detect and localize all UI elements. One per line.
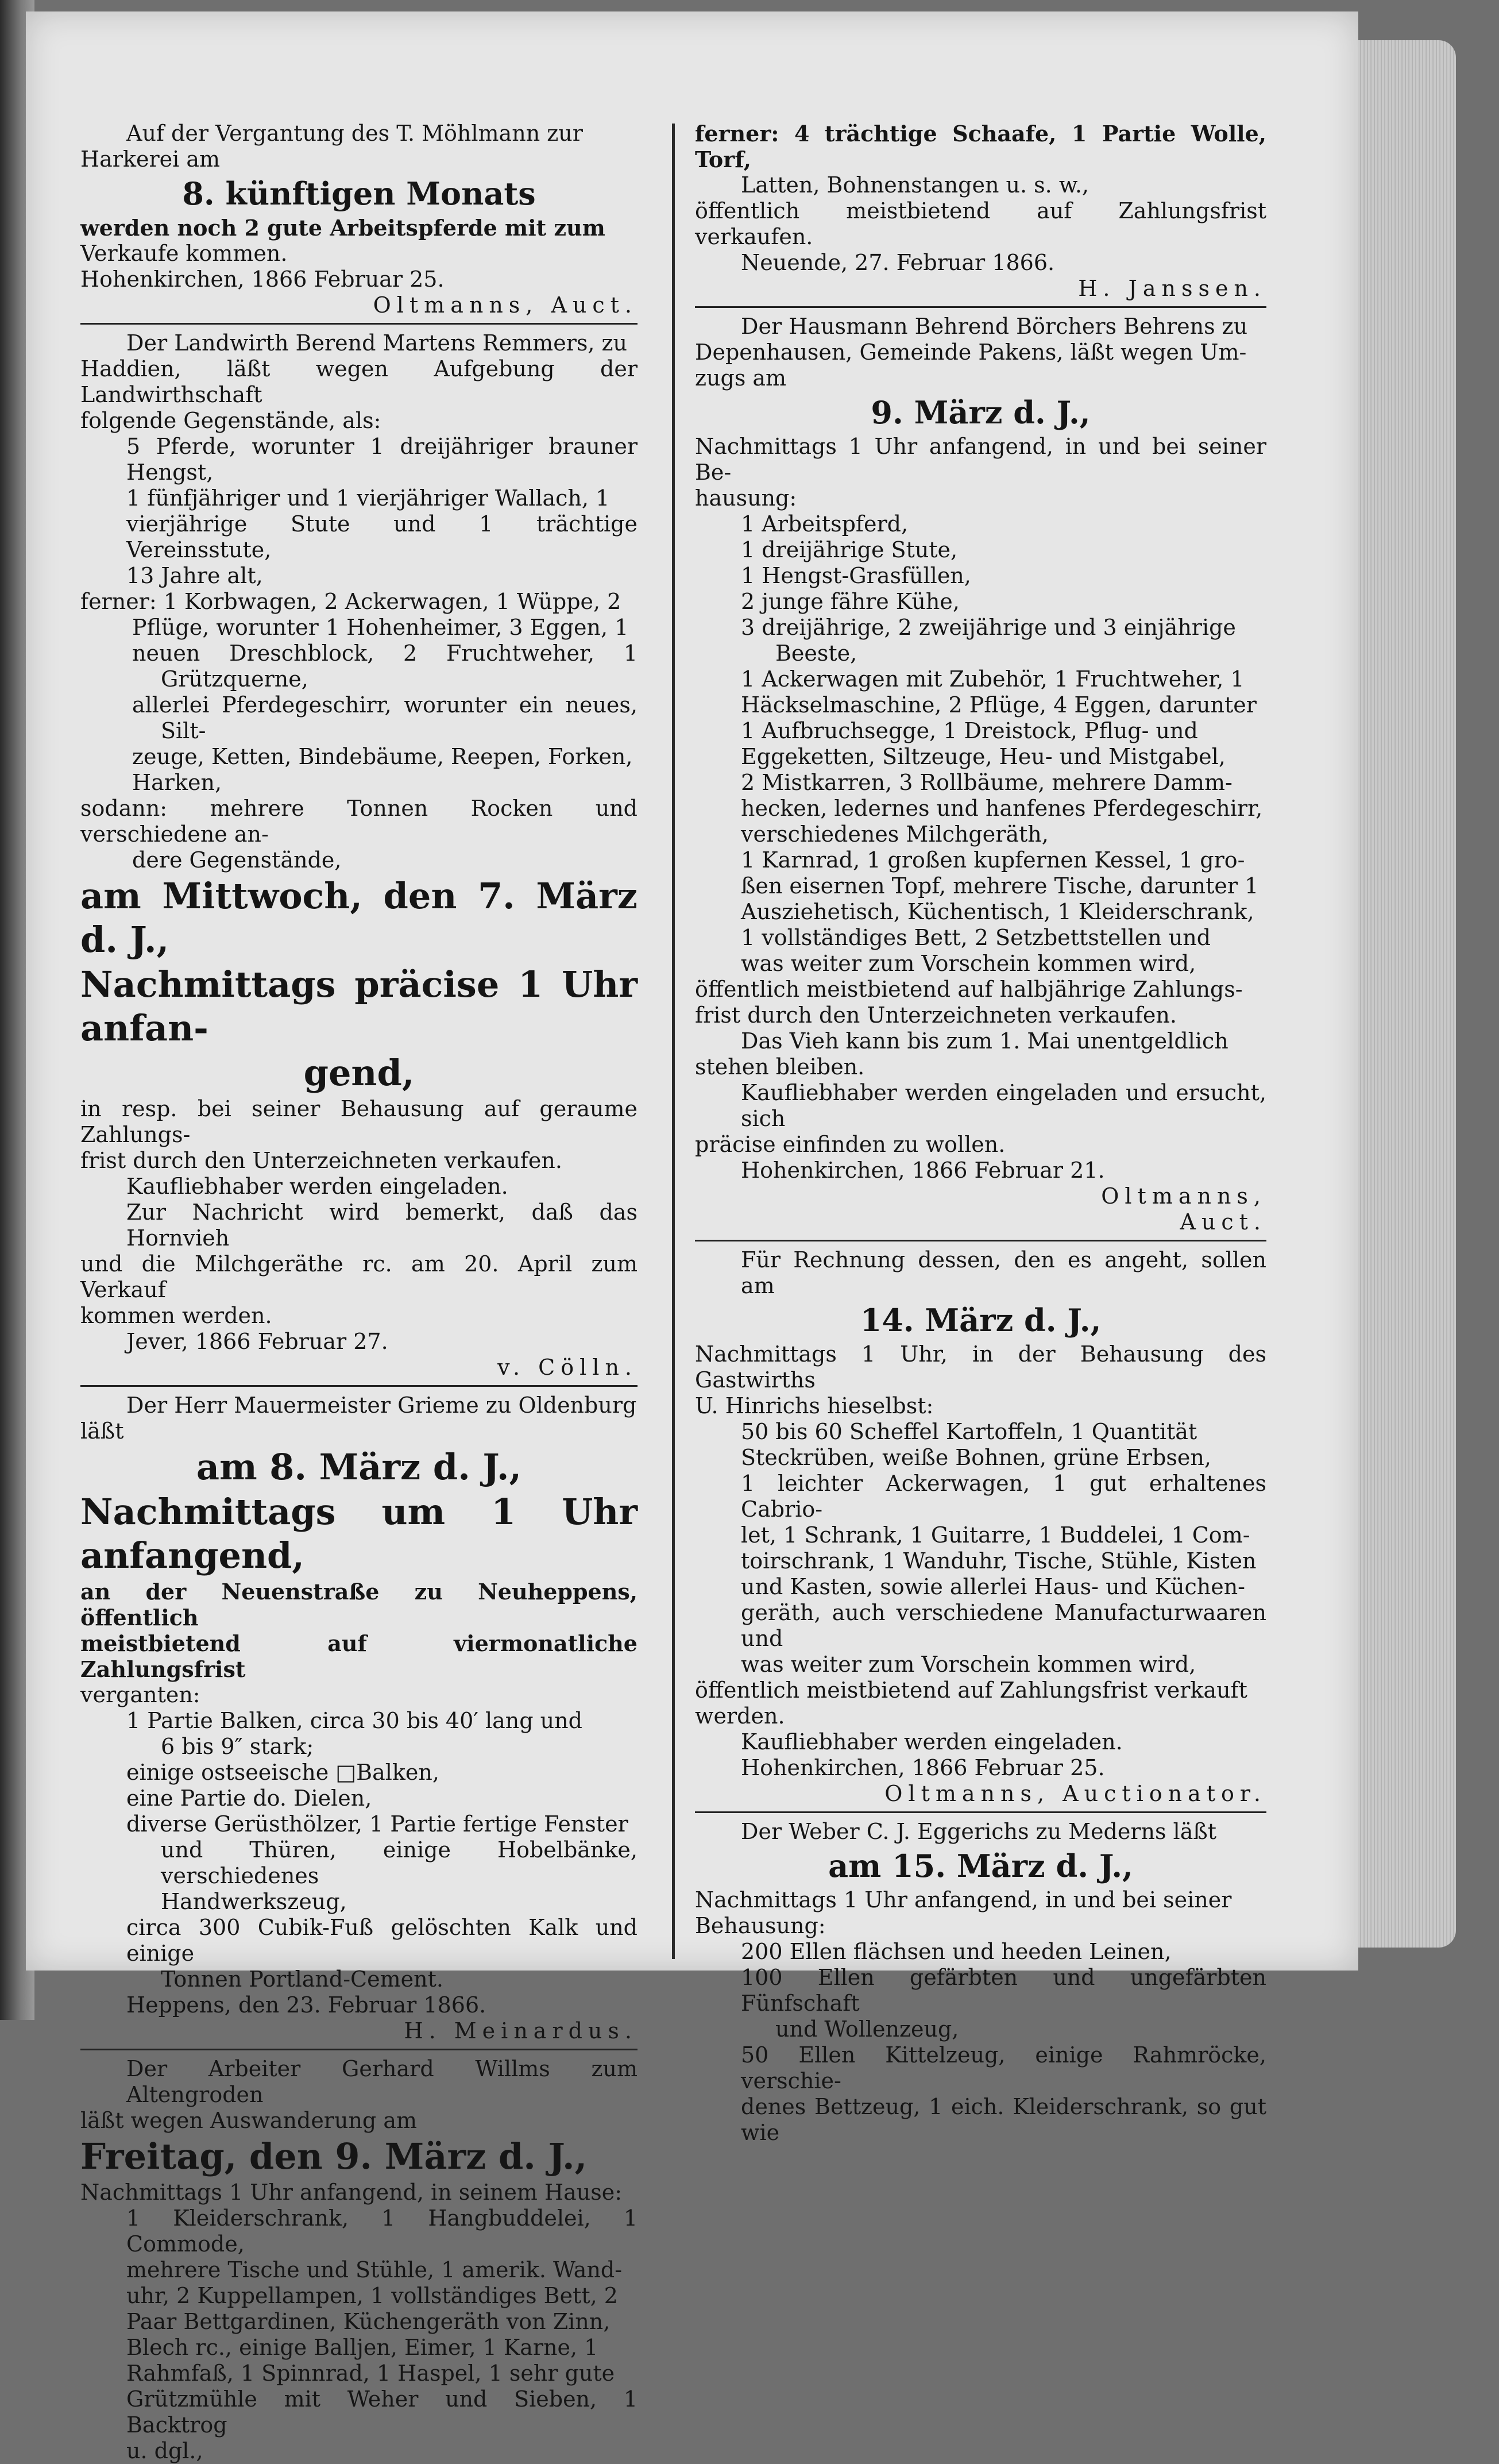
list-item: circa 300 Cubik-Fuß gelöschten Kalk und einige <box>126 1915 638 1966</box>
separator-rule <box>80 323 638 325</box>
ad-text: präcise einfinden zu wollen. <box>695 1132 1006 1157</box>
list-item: Paar Bettgardinen, Küchengeräth von Zinn, <box>126 2309 611 2334</box>
ad-text: frist durch den Unterzeichneten verkaufen. <box>80 1148 562 1173</box>
ad-place-date: Jever, 1866 Februar 27. <box>126 1329 388 1354</box>
list-item: denes Bettzeug, 1 eich. Kleiderschrank, so gut wie <box>741 2094 1266 2145</box>
ad-text: Latten, Bohnenstangen u. s. w., <box>741 172 1089 198</box>
ad-signature: Oltmanns, <box>1101 1183 1266 1209</box>
list-item: 50 Ellen Kittelzeug, einige Rahmröcke, verschie- <box>741 2042 1266 2093</box>
list-item: 1 Aufbruchsegge, 1 Dreistock, Pflug- und <box>741 718 1198 743</box>
ad-text: Zur Nachricht wird bemerkt, daß das Hornvieh <box>126 1200 638 1251</box>
list-item: let, 1 Schrank, 1 Guitarre, 1 Buddelei, 1 Com- <box>741 1522 1250 1548</box>
ad-text: frist durch den Unterzeichneten verkaufen. <box>695 1002 1177 1028</box>
ad-behrens <box>695 314 1266 1235</box>
ad-text: zugs am <box>695 365 787 391</box>
ad-signature: Oltmanns, Auctionator. <box>884 1781 1266 1806</box>
ad-place-date: Heppens, den 23. Februar 1866. <box>126 1992 486 2018</box>
page-edges <box>1358 40 1456 1948</box>
ad-text: Behausung: <box>695 1913 826 1938</box>
list-item: 13 Jahre alt, <box>126 563 263 588</box>
ad-text: Nachmittags 1 Uhr, in der Behausung des Gastwirths <box>695 1341 1266 1393</box>
ad-text: Nachmittags 1 Uhr anfangend, in seinem Hause: <box>80 2180 623 2205</box>
list-item: 2 junge fähre Kühe, <box>741 589 960 614</box>
ad-text: verganten: <box>80 1682 200 1707</box>
ad-text: meistbietend auf viermonatliche Zahlungsfrist <box>80 1630 638 1682</box>
ad-text: Der Herr Mauermeister Grieme zu Oldenburg <box>126 1393 637 1418</box>
ad-text: werden. <box>695 1703 785 1729</box>
ad-text: öffentlich meistbietend auf halbjährige Zahlungs- <box>695 977 1243 1002</box>
list-item: 1 fünfjähriger und 1 vierjähriger Wallach, 1 <box>126 485 610 511</box>
separator-rule <box>695 1240 1266 1241</box>
ad-text: Der Weber C. J. Eggerichs zu Mederns läßt <box>741 1819 1217 1844</box>
ad-place-date: Hohenkirchen, 1866 Februar 25. <box>741 1755 1105 1780</box>
list-item: Blech rc., einige Balljen, Eimer, 1 Karne, 1 <box>126 2335 598 2360</box>
list-item: 1 Kleiderschrank, 1 Hangbuddelei, 1 Commode, <box>126 2205 638 2257</box>
ad-text: Für Rechnung dessen, den es angeht, sollen am <box>741 1247 1266 1298</box>
ad-text: Depenhausen, Gemeinde Pakens, läßt wegen Um- <box>695 340 1247 365</box>
ad-grieme <box>80 1393 638 2044</box>
list-item: Rahmfaß, 1 Spinnrad, 1 Haspel, 1 sehr gute <box>126 2361 615 2386</box>
ad-signature: v. Cölln. <box>497 1355 638 1380</box>
list-item: u. dgl., <box>126 2438 203 2463</box>
list-item: toirschrank, 1 Wanduhr, Tische, Stühle, Kisten <box>741 1548 1257 1574</box>
list-item: 200 Ellen flächsen und heeden Leinen, <box>741 1939 1172 1964</box>
ad-signature: H. Meinardus. <box>404 2018 638 2043</box>
list-item: 1 Hengst-Grasfüllen, <box>741 563 971 588</box>
ad-text: Harkerei am <box>80 146 221 172</box>
list-item: Beeste, <box>775 641 857 666</box>
ad-text: zeuge, Ketten, Bindebäume, Reepen, Forken, <box>132 744 633 769</box>
ad-text: an der Neuenstraße zu Neuheppens, öffentlich <box>80 1579 638 1630</box>
ad-date: am 8. März d. J., <box>196 1446 522 1488</box>
list-item: 1 Arbeitspferd, <box>741 511 909 537</box>
separator-rule <box>80 1385 638 1387</box>
separator-rule <box>695 1811 1266 1813</box>
right-column <box>695 121 1266 2146</box>
list-item: uhr, 2 Kuppellampen, 1 vollständiges Bett, 2 <box>126 2283 618 2308</box>
ad-date: Freitag, den 9. März d. J., <box>80 2135 588 2177</box>
list-item: 100 Ellen gefärbten und ungefärbten Fünfschaft <box>741 1965 1266 2016</box>
ad-remmers <box>80 330 638 1381</box>
ad-text: Kaufliebhaber werden eingeladen. <box>741 1729 1123 1755</box>
list-item: 1 Ackerwagen mit Zubehör, 1 Fruchtweher, 1 <box>741 666 1245 692</box>
ad-text: folgende Gegenstände, als: <box>80 408 381 433</box>
ad-text: ferner: 1 Korbwagen, 2 Ackerwagen, 1 Wüppe, 2 <box>80 589 621 614</box>
list-item: verschiedenes Milchgeräth, <box>741 822 1049 847</box>
list-item: Steckrüben, weiße Bohnen, grüne Erbsen, <box>741 1445 1211 1470</box>
separator-rule <box>695 306 1266 308</box>
list-item: was weiter zum Vorschein kommen wird, <box>741 1652 1196 1677</box>
list-item: eine Partie do. Dielen, <box>126 1786 372 1811</box>
ad-place-date: Neuende, 27. Februar 1866. <box>741 250 1055 275</box>
list-item: 1 vollständiges Bett, 2 Setzbettstellen und <box>741 925 1211 950</box>
left-column <box>80 121 638 2464</box>
list-item: 1 dreijährige Stute, <box>741 537 958 562</box>
ad-text: Haddien, läßt wegen Aufgebung der Landwirthschaft <box>80 356 638 407</box>
ad-text: läßt wegen Auswanderung am <box>80 2108 418 2133</box>
ad-text: Nachmittags 1 Uhr anfangend, in und bei seiner Be- <box>695 434 1266 485</box>
list-item: 1 leichter Ackerwagen, 1 gut erhaltenes Cabrio- <box>741 1471 1266 1522</box>
ad-text: Nachmittags 1 Uhr anfangend, in und bei seiner <box>695 1887 1232 1912</box>
list-item: Häckselmaschine, 2 Pflüge, 4 Eggen, darunter <box>741 692 1257 718</box>
list-item: und Thüren, einige Hobelbänke, verschiedenes <box>161 1837 638 1888</box>
ad-text: allerlei Pferdegeschirr, worunter ein neues, Silt- <box>132 692 638 743</box>
ad-text: läßt <box>80 1418 124 1444</box>
ad-signature: Auct. <box>1180 1209 1266 1235</box>
list-item: Handwerkszeug, <box>161 1889 347 1914</box>
ad-text: werden noch 2 gute Arbeitspferde mit zum <box>80 215 605 241</box>
ad-hinrichs <box>695 1247 1266 1807</box>
ad-eggerichs <box>695 1819 1266 2146</box>
ad-text: Kaufliebhaber werden eingeladen und ersucht, sich <box>741 1080 1266 1131</box>
ad-text: ferner: 4 trächtige Schaafe, 1 Partie Wolle, Torf, <box>695 121 1266 172</box>
column-divider <box>672 124 675 1959</box>
ad-text: sodann: mehrere Tonnen Rocken und verschiedene an- <box>80 796 638 847</box>
ad-text: Harken, <box>132 770 222 795</box>
ad-text: Verkaufe kommen. <box>80 241 288 266</box>
ad-place-date: Hohenkirchen, 1866 Februar 25. <box>80 267 445 292</box>
list-item: 1 Karnrad, 1 großen kupfernen Kessel, 1 gro- <box>741 847 1245 873</box>
ad-date: am Mittwoch, den 7. März d. J., <box>80 875 638 961</box>
list-item: und Wollenzeug, <box>775 2016 959 2042</box>
list-item: Eggeketten, Siltzeuge, Heu- und Mistgabel, <box>741 744 1226 769</box>
ad-text: Pflüge, worunter 1 Hohenheimer, 3 Eggen, 1 <box>132 615 629 640</box>
ad-text: hausung: <box>695 485 797 511</box>
list-item: mehrere Tische und Stühle, 1 amerik. Wand- <box>126 2257 623 2282</box>
list-item: 2 Mistkarren, 3 Rollbäume, mehrere Damm- <box>741 770 1233 795</box>
list-item: geräth, auch verschiedene Manufacturwaaren und <box>741 1600 1266 1651</box>
list-item: einige ostseeische □Balken, <box>126 1760 439 1785</box>
ad-text: öffentlich meistbietend auf Zahlungsfrist verkaufen. <box>695 198 1266 249</box>
ad-date: 9. März d. J., <box>871 394 1091 431</box>
ad-text: öffentlich meistbietend auf Zahlungsfrist verkauft <box>695 1678 1247 1703</box>
list-item: Grützmühle mit Weher und Sieben, 1 Backtrog <box>126 2386 638 2438</box>
ad-place-date: Hohenkirchen, 1866 Februar 21. <box>741 1158 1105 1183</box>
ad-text: U. Hinrichs hieselbst: <box>695 1393 934 1418</box>
list-item: Ausziehetisch, Küchentisch, 1 Kleiderschrank, <box>741 899 1254 924</box>
ad-text: Der Landwirth Berend Martens Remmers, zu <box>126 330 628 356</box>
ad-text: Das Vieh kann bis zum 1. Mai unentgeldlich <box>741 1028 1228 1054</box>
list-item: 50 bis 60 Scheffel Kartoffeln, 1 Quantität <box>741 1419 1197 1444</box>
list-item: 3 dreijährige, 2 zweijährige und 3 einjährige <box>741 615 1236 640</box>
list-item: diverse Gerüsthölzer, 1 Partie fertige Fenster <box>126 1811 628 1837</box>
list-item: vierjährige Stute und 1 trächtige Vereinsstute, <box>126 511 638 562</box>
list-item: ßen eisernen Topf, mehrere Tische, darunter 1 <box>741 873 1259 899</box>
ad-moehlmann <box>80 121 638 318</box>
list-item: und Kasten, sowie allerlei Haus- und Küchen- <box>741 1574 1246 1599</box>
list-item: 5 Pferde, worunter 1 dreijähriger brauner Hengst, <box>126 434 638 485</box>
ad-willms <box>80 2056 638 2464</box>
list-item: Tonnen Portland-Cement. <box>161 1966 443 1992</box>
ad-date: Nachmittags präcise 1 Uhr anfan- <box>80 963 638 1049</box>
list-item: was weiter zum Vorschein kommen wird, <box>741 951 1196 976</box>
ad-text: stehen bleiben. <box>695 1054 865 1079</box>
ad-text: in resp. bei seiner Behausung auf geraume Zahlungs- <box>80 1096 638 1147</box>
ad-text: kommen werden. <box>80 1303 272 1328</box>
ad-date: Nachmittags um 1 Uhr anfangend, <box>80 1491 638 1576</box>
list-item: 6 bis 9″ stark; <box>161 1734 314 1759</box>
list-item: hecken, ledernes und hanfenes Pferdegeschirr, <box>741 796 1263 821</box>
ad-date: 8. künftigen Monats <box>182 175 536 212</box>
ad-text: neuen Dreschblock, 2 Fruchtweher, 1 Grützquerne, <box>132 641 638 692</box>
ad-signature: Oltmanns, Auct. <box>373 292 638 318</box>
separator-rule <box>80 2049 638 2050</box>
ad-text: Der Hausmann Behrend Börchers Behrens zu <box>741 314 1248 339</box>
ad-text: und die Milchgeräthe rc. am 20. April zum Verkauf <box>80 1251 638 1302</box>
ad-text: dere Gegenstände, <box>132 847 342 873</box>
ad-signature: H. Janssen. <box>1078 276 1266 301</box>
ad-text: Der Arbeiter Gerhard Willms zum Altengroden <box>126 2056 638 2107</box>
ad-janssen <box>695 121 1266 302</box>
ad-date: gend, <box>303 1052 415 1094</box>
ad-date: am 15. März d. J., <box>828 1848 1133 1884</box>
ad-text: Kaufliebhaber werden eingeladen. <box>126 1174 508 1199</box>
ad-text: Auf der Vergantung des T. Möhlmann zur <box>126 121 583 146</box>
ad-date: 14. März d. J., <box>860 1302 1102 1339</box>
list-item: 1 Partie Balken, circa 30 bis 40′ lang und <box>126 1708 582 1733</box>
